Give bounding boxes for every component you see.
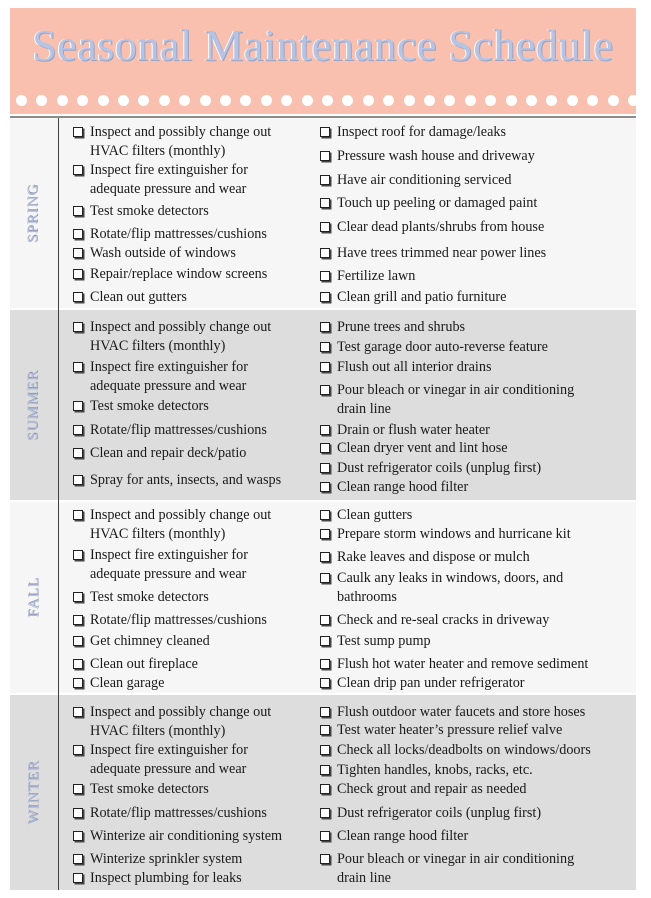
- item-text: Wash outside of windows: [90, 245, 236, 261]
- checkbox-icon[interactable]: [320, 151, 330, 161]
- item-text: Check all locks/deadbolts on windows/doors: [337, 742, 591, 758]
- checkbox-icon[interactable]: [73, 206, 83, 216]
- item-text: Flush outdoor water faucets and store hoses: [337, 704, 586, 720]
- checklist-item: [320, 218, 544, 237]
- checklist-item: [320, 171, 512, 190]
- decorative-dot: [220, 95, 231, 106]
- checklist-item: [73, 471, 281, 490]
- checklist-item: [73, 506, 271, 544]
- checklist-item: [320, 655, 588, 674]
- page-title: Seasonal Maintenance Schedule: [32, 21, 614, 70]
- checklist-item: [73, 780, 209, 799]
- column-divider: [58, 118, 59, 890]
- item-text: Touch up peeling or damaged paint: [337, 195, 538, 211]
- checklist-item: [73, 632, 210, 651]
- checkbox-icon[interactable]: [320, 510, 330, 520]
- checkbox-icon[interactable]: [320, 573, 330, 583]
- item-text: adequate pressure and wear: [90, 566, 247, 582]
- item-text: Fertilize lawn: [337, 268, 416, 284]
- checkbox-icon[interactable]: [320, 292, 330, 302]
- checkbox-icon[interactable]: [320, 425, 330, 435]
- decorative-dot: [179, 95, 190, 106]
- decorative-dot: [506, 95, 517, 106]
- checkbox-icon[interactable]: [73, 229, 83, 239]
- checklist-item: [73, 202, 209, 221]
- item-text: Dust refrigerator coils (unplug first): [337, 460, 542, 476]
- item-text: adequate pressure and wear: [90, 181, 247, 197]
- season-section-winter: [10, 695, 636, 890]
- season-name: SPRING: [25, 183, 42, 243]
- checkbox-icon[interactable]: [320, 725, 330, 735]
- item-text: Inspect and possibly change out: [90, 319, 272, 335]
- item-text: Test smoke detectors: [90, 589, 209, 605]
- checklist-item: [73, 288, 187, 307]
- item-text: Clean and repair deck/patio: [90, 445, 247, 461]
- checkbox-icon[interactable]: [320, 482, 330, 492]
- season-label: [10, 118, 58, 308]
- item-text: Flush hot water heater and remove sediment: [337, 656, 589, 672]
- season-name: WINTER: [25, 760, 42, 825]
- item-text: Inspect and possibly change out: [90, 124, 272, 140]
- checkbox-icon[interactable]: [320, 615, 330, 625]
- checklist-item: [320, 632, 431, 651]
- decorative-dot: [98, 95, 109, 106]
- item-text: Inspect plumbing for leaks: [90, 870, 242, 886]
- checklist-item: [320, 123, 506, 142]
- checkbox-icon[interactable]: [73, 292, 83, 302]
- checklist-item: [73, 588, 209, 607]
- item-text: Tighten handles, knobs, racks, etc.: [337, 762, 533, 778]
- item-text: Clean range hood filter: [337, 828, 469, 844]
- checkbox-icon[interactable]: [73, 550, 83, 560]
- checkbox-icon[interactable]: [73, 784, 83, 794]
- checkbox-icon[interactable]: [320, 127, 330, 137]
- item-text: Spray for ants, insects, and wasps: [90, 472, 282, 488]
- header-banner: [10, 8, 636, 114]
- decorative-dot: [159, 95, 170, 106]
- item-text: HVAC filters (monthly): [90, 143, 226, 159]
- decorative-dot: [363, 95, 374, 106]
- checklist-item: [73, 655, 198, 674]
- item-text: Have air conditioning serviced: [337, 172, 512, 188]
- item-text: Caulk any leaks in windows, doors, and: [337, 570, 564, 586]
- item-text: Test smoke detectors: [90, 398, 209, 414]
- item-text: Rotate/flip mattresses/cushions: [90, 422, 267, 438]
- checkbox-icon[interactable]: [73, 127, 83, 137]
- item-text: Inspect and possibly change out: [90, 704, 272, 720]
- item-text: Inspect fire extinguisher for: [90, 359, 248, 375]
- checkbox-icon[interactable]: [73, 808, 83, 818]
- checklist-item: [73, 358, 248, 396]
- checkbox-icon[interactable]: [73, 831, 83, 841]
- checkbox-icon[interactable]: [320, 385, 330, 395]
- checklist-item: [73, 850, 242, 869]
- checkbox-icon[interactable]: [320, 831, 330, 841]
- item-text: Inspect fire extinguisher for: [90, 742, 248, 758]
- season-name: FALL: [25, 577, 42, 618]
- item-text: Clean out gutters: [90, 289, 187, 305]
- checklist-item: [73, 741, 248, 779]
- item-text: Test garage door auto-reverse feature: [337, 339, 548, 355]
- checklist-item: [73, 804, 267, 823]
- checklist-item: [320, 548, 530, 567]
- checkbox-icon[interactable]: [73, 448, 83, 458]
- season-section-spring: [10, 118, 636, 308]
- decorative-dot: [444, 95, 455, 106]
- item-text: adequate pressure and wear: [90, 761, 247, 777]
- checkbox-icon[interactable]: [73, 659, 83, 669]
- checklist-item: [73, 444, 246, 463]
- decorative-dot: [383, 95, 394, 106]
- item-text: Inspect roof for damage/leaks: [337, 124, 506, 140]
- item-text: HVAC filters (monthly): [90, 526, 226, 542]
- decorative-dot: [587, 95, 598, 106]
- checklist-item: [320, 761, 533, 780]
- item-text: Clean gutters: [337, 507, 413, 523]
- item-text: Pour bleach or vinegar in air conditioning: [337, 851, 575, 867]
- checklist-item: [320, 421, 490, 440]
- checkbox-icon[interactable]: [320, 175, 330, 185]
- checkbox-icon[interactable]: [73, 615, 83, 625]
- checklist-item: [73, 318, 271, 356]
- checkbox-icon[interactable]: [73, 873, 83, 883]
- checkbox-icon[interactable]: [73, 745, 83, 755]
- checklist-item: [73, 123, 271, 161]
- item-text: HVAC filters (monthly): [90, 338, 226, 354]
- item-text: Drain or flush water heater: [337, 422, 490, 438]
- season-name: SUMMER: [25, 369, 42, 441]
- item-text: Clean range hood filter: [337, 479, 469, 495]
- item-text: drain line: [337, 870, 391, 886]
- decorative-dot: [118, 95, 129, 106]
- checkbox-icon[interactable]: [320, 443, 330, 453]
- item-text: Clear dead plants/shrubs from house: [337, 219, 545, 235]
- checklist-item: [320, 358, 491, 377]
- item-text: Repair/replace window screens: [90, 266, 268, 282]
- season-label: [10, 310, 58, 500]
- decorative-dot: [77, 95, 88, 106]
- item-text: Winterize air conditioning system: [90, 828, 283, 844]
- checkbox-icon[interactable]: [73, 854, 83, 864]
- checklist-item: [320, 721, 562, 740]
- checklist-item: [73, 225, 267, 244]
- item-text: Rotate/flip mattresses/cushions: [90, 226, 267, 242]
- checklist-item: [73, 869, 242, 888]
- checkbox-icon[interactable]: [320, 784, 330, 794]
- decorative-dot: [628, 95, 639, 106]
- checklist-item: [320, 478, 468, 497]
- checkbox-icon[interactable]: [320, 322, 330, 332]
- checklist-item: [320, 288, 506, 307]
- item-text: Clean dryer vent and lint hose: [337, 440, 508, 456]
- checklist-item: [73, 161, 248, 199]
- decorative-dot: [302, 95, 313, 106]
- item-text: Clean drip pan under refrigerator: [337, 675, 525, 691]
- item-text: Dust refrigerator coils (unplug first): [337, 805, 542, 821]
- checklist-item: [320, 569, 563, 607]
- decorative-dot: [16, 95, 27, 106]
- checklist-item: [320, 703, 585, 722]
- item-text: Winterize sprinkler system: [90, 851, 243, 867]
- checklist-item: [320, 827, 468, 846]
- item-text: Flush out all interior drains: [337, 359, 492, 375]
- checkbox-icon[interactable]: [73, 269, 83, 279]
- checkbox-icon[interactable]: [320, 854, 330, 864]
- item-text: Prune trees and shrubs: [337, 319, 466, 335]
- checkbox-icon[interactable]: [320, 342, 330, 352]
- item-text: adequate pressure and wear: [90, 378, 247, 394]
- checkbox-icon[interactable]: [320, 248, 330, 258]
- item-text: drain line: [337, 401, 391, 417]
- decorative-dot: [200, 95, 211, 106]
- checkbox-icon[interactable]: [320, 271, 330, 281]
- checklist-item: [320, 850, 574, 888]
- checkbox-icon[interactable]: [320, 198, 330, 208]
- item-text: Get chimney cleaned: [90, 633, 210, 649]
- checkbox-icon[interactable]: [320, 463, 330, 473]
- checklist-item: [73, 244, 236, 263]
- item-text: Rake leaves and dispose or mulch: [337, 549, 530, 565]
- season-label: [10, 695, 58, 890]
- checklist-item: [73, 397, 209, 416]
- decorative-dot: [57, 95, 68, 106]
- decorative-dot: [485, 95, 496, 106]
- checkbox-icon[interactable]: [73, 678, 83, 688]
- decorative-dot: [608, 95, 619, 106]
- item-text: Inspect and possibly change out: [90, 507, 272, 523]
- checkbox-icon[interactable]: [73, 165, 83, 175]
- checklist-item: [320, 741, 591, 760]
- checkbox-icon[interactable]: [320, 362, 330, 372]
- decorative-dot: [546, 95, 557, 106]
- checkbox-icon[interactable]: [320, 808, 330, 818]
- item-text: Test sump pump: [337, 633, 431, 649]
- item-text: Clean garage: [90, 675, 165, 691]
- checkbox-icon[interactable]: [320, 552, 330, 562]
- decorative-dot: [465, 95, 476, 106]
- checklist-item: [73, 703, 271, 741]
- item-text: Pour bleach or vinegar in air conditioning: [337, 382, 575, 398]
- checkbox-icon[interactable]: [73, 322, 83, 332]
- item-text: Clean grill and patio furniture: [337, 289, 507, 305]
- decorative-dot: [281, 95, 292, 106]
- checkbox-icon[interactable]: [320, 765, 330, 775]
- decorative-dot: [424, 95, 435, 106]
- checklist-item: [320, 318, 465, 337]
- decorative-dot: [404, 95, 415, 106]
- checkbox-icon[interactable]: [73, 636, 83, 646]
- checklist-item: [320, 525, 571, 544]
- item-text: Test smoke detectors: [90, 781, 209, 797]
- item-text: bathrooms: [337, 589, 397, 605]
- item-text: Inspect fire extinguisher for: [90, 547, 248, 563]
- item-text: HVAC filters (monthly): [90, 723, 226, 739]
- checkbox-icon[interactable]: [73, 510, 83, 520]
- season-label: [10, 502, 58, 693]
- checklist-item: [320, 244, 546, 263]
- decorative-dot: [261, 95, 272, 106]
- checklist-item: [320, 338, 548, 357]
- checklist-item: [73, 265, 267, 284]
- decorative-dot: [322, 95, 333, 106]
- checkbox-icon[interactable]: [73, 475, 83, 485]
- checklist-item: [73, 546, 248, 584]
- item-text: Inspect fire extinguisher for: [90, 162, 248, 178]
- checklist-item: [73, 674, 164, 693]
- item-text: Have trees trimmed near power lines: [337, 245, 547, 261]
- checkbox-icon[interactable]: [320, 529, 330, 539]
- checklist-item: [73, 827, 282, 846]
- checklist-item: [320, 439, 508, 458]
- item-text: Pressure wash house and driveway: [337, 148, 535, 164]
- checkbox-icon[interactable]: [73, 401, 83, 411]
- checklist-item: [320, 459, 541, 478]
- dot-border: [16, 95, 642, 109]
- checkbox-icon[interactable]: [73, 425, 83, 435]
- decorative-dot: [342, 95, 353, 106]
- checkbox-icon[interactable]: [320, 707, 330, 717]
- item-text: Prepare storm windows and hurricane kit: [337, 526, 571, 542]
- checkbox-icon[interactable]: [73, 592, 83, 602]
- checkbox-icon[interactable]: [320, 678, 330, 688]
- decorative-dot: [138, 95, 149, 106]
- checklist-item: [320, 267, 415, 286]
- checklist-item: [73, 611, 267, 630]
- checkbox-icon[interactable]: [320, 222, 330, 232]
- checklist-item: [320, 381, 574, 419]
- checkbox-icon[interactable]: [320, 659, 330, 669]
- checklist-item: [73, 421, 267, 440]
- item-text: Clean out fireplace: [90, 656, 198, 672]
- checklist-item: [320, 804, 541, 823]
- checkbox-icon[interactable]: [320, 636, 330, 646]
- checklist-item: [320, 611, 549, 630]
- decorative-dot: [240, 95, 251, 106]
- decorative-dot: [567, 95, 578, 106]
- decorative-dot: [526, 95, 537, 106]
- season-section-fall: [10, 502, 636, 693]
- checkbox-icon[interactable]: [320, 745, 330, 755]
- item-text: Check and re-seal cracks in driveway: [337, 612, 550, 628]
- item-text: Rotate/flip mattresses/cushions: [90, 612, 267, 628]
- item-text: Test smoke detectors: [90, 203, 209, 219]
- season-section-summer: [10, 310, 636, 500]
- decorative-dot: [36, 95, 47, 106]
- checkbox-icon[interactable]: [73, 248, 83, 258]
- checklist-item: [320, 674, 525, 693]
- checklist-item: [320, 147, 535, 166]
- item-text: Check grout and repair as needed: [337, 781, 527, 797]
- checkbox-icon[interactable]: [73, 707, 83, 717]
- item-text: Test water heater’s pressure relief valve: [337, 722, 563, 738]
- item-text: Rotate/flip mattresses/cushions: [90, 805, 267, 821]
- checkbox-icon[interactable]: [73, 362, 83, 372]
- checklist-item: [320, 194, 537, 213]
- checklist-item: [320, 780, 526, 799]
- checklist-item: [320, 506, 412, 525]
